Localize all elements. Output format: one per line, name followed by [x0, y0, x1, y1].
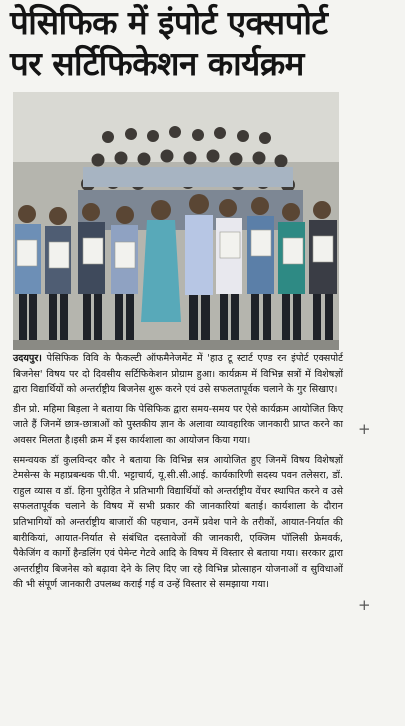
article-paragraph-1-text: पेसिफिक विवि के फैकल्टी ऑफमैनेजमेंट में 'हाउ टू स्टार्ट एण्ड रन इंपोर्ट एक्सपोर्ट बिजनेस' विषय पर दो दिवसीय सर्टिफिकेशन प्रोग्राम हुआ। कार्यक्रम में विभिन्न सत्रों में विशेषज्ञों द्वारा विद्यार्थियों को अन्तर्राष्ट्रीय बिजनेस शुरू करने एवं उसे सफलतापूर्वक चलाने के गुर सिखाए। [13, 353, 343, 396]
dateline: उदयपुर। [13, 353, 42, 364]
plus-mark-upper: + [358, 420, 371, 438]
article-body [13, 351, 343, 597]
headline: पेसिफिक में इंपोर्ट एक्सपोर्ट पर सर्टिफिकेशन कार्यक्रम [10, 3, 328, 83]
article-paragraph-2: डीन प्रो. महिमा बिड़ला ने बताया कि पेसिफिक द्वारा समय-समय पर ऐसे कार्यक्रम आयोजित किए जाते हैं जिनमें छात्र-छात्राओं को पुस्तकीय ज्ञान के अलावा व्यावहारिक जानकारी प्राप्त करने का अवसर मिलता है।इसी क्रम में इस कार्यशाला का आयोजन किया गया। [13, 403, 343, 446]
article-paragraph-1 [13, 351, 343, 398]
plus-mark-lower: + [358, 596, 371, 614]
group-photo [13, 92, 339, 350]
group-photo-illustration [13, 92, 339, 350]
article-paragraph-3: समन्वयक डॉ कुलविन्दर कौर ने बताया कि विभिन्न सत्र आयोजित हुए जिनमें विषय विशेषज्ञों टेमसेन्स के महाप्रबन्धक पी.पी. भट्टाचार्य, यू.सी.सी.आई. कार्यकारिणी सदस्य पवन तलेसरा, डॉ. राहुल व्यास व डॉ. हिना पुरोहित ने प्रतिभागी विद्यार्थियों को अन्तर्राष्ट्रीय वेंचर स्थापित करने व उसे सफलतापूर्वक चलाने के विषय में सभी प्रकार की जानकारियां बताई। कार्यशाला के दौरान प्रतिभागियों को अन्तर्राष्ट्रीय बाजारों की पहचान, उनमें प्रवेश पाने के तरीकों, आयात-निर्यात की बारीकियां, आयात-निर्यात से संबंधित दस्तावेजों की जानकारी, एक्जिम पॉलिसी फ्रेमवर्क, पैकेजिंग व कार्गो हैन्डलिंग एवं पेमेन्ट गेटवे आदि के विषय में विस्तार से बताया गया। सरकार द्वारा अन्तर्राष्ट्रीय बिजनेस को बढ़ावा देने के लिए दिए जा रहे विभिन्न प्रोत्साहन योजनाओं व सुविधाओं की भी संपूर्ण जानकारी उपलब्ध कराई गई व उन्हें विस्तार से समझाया गया। [13, 454, 343, 591]
